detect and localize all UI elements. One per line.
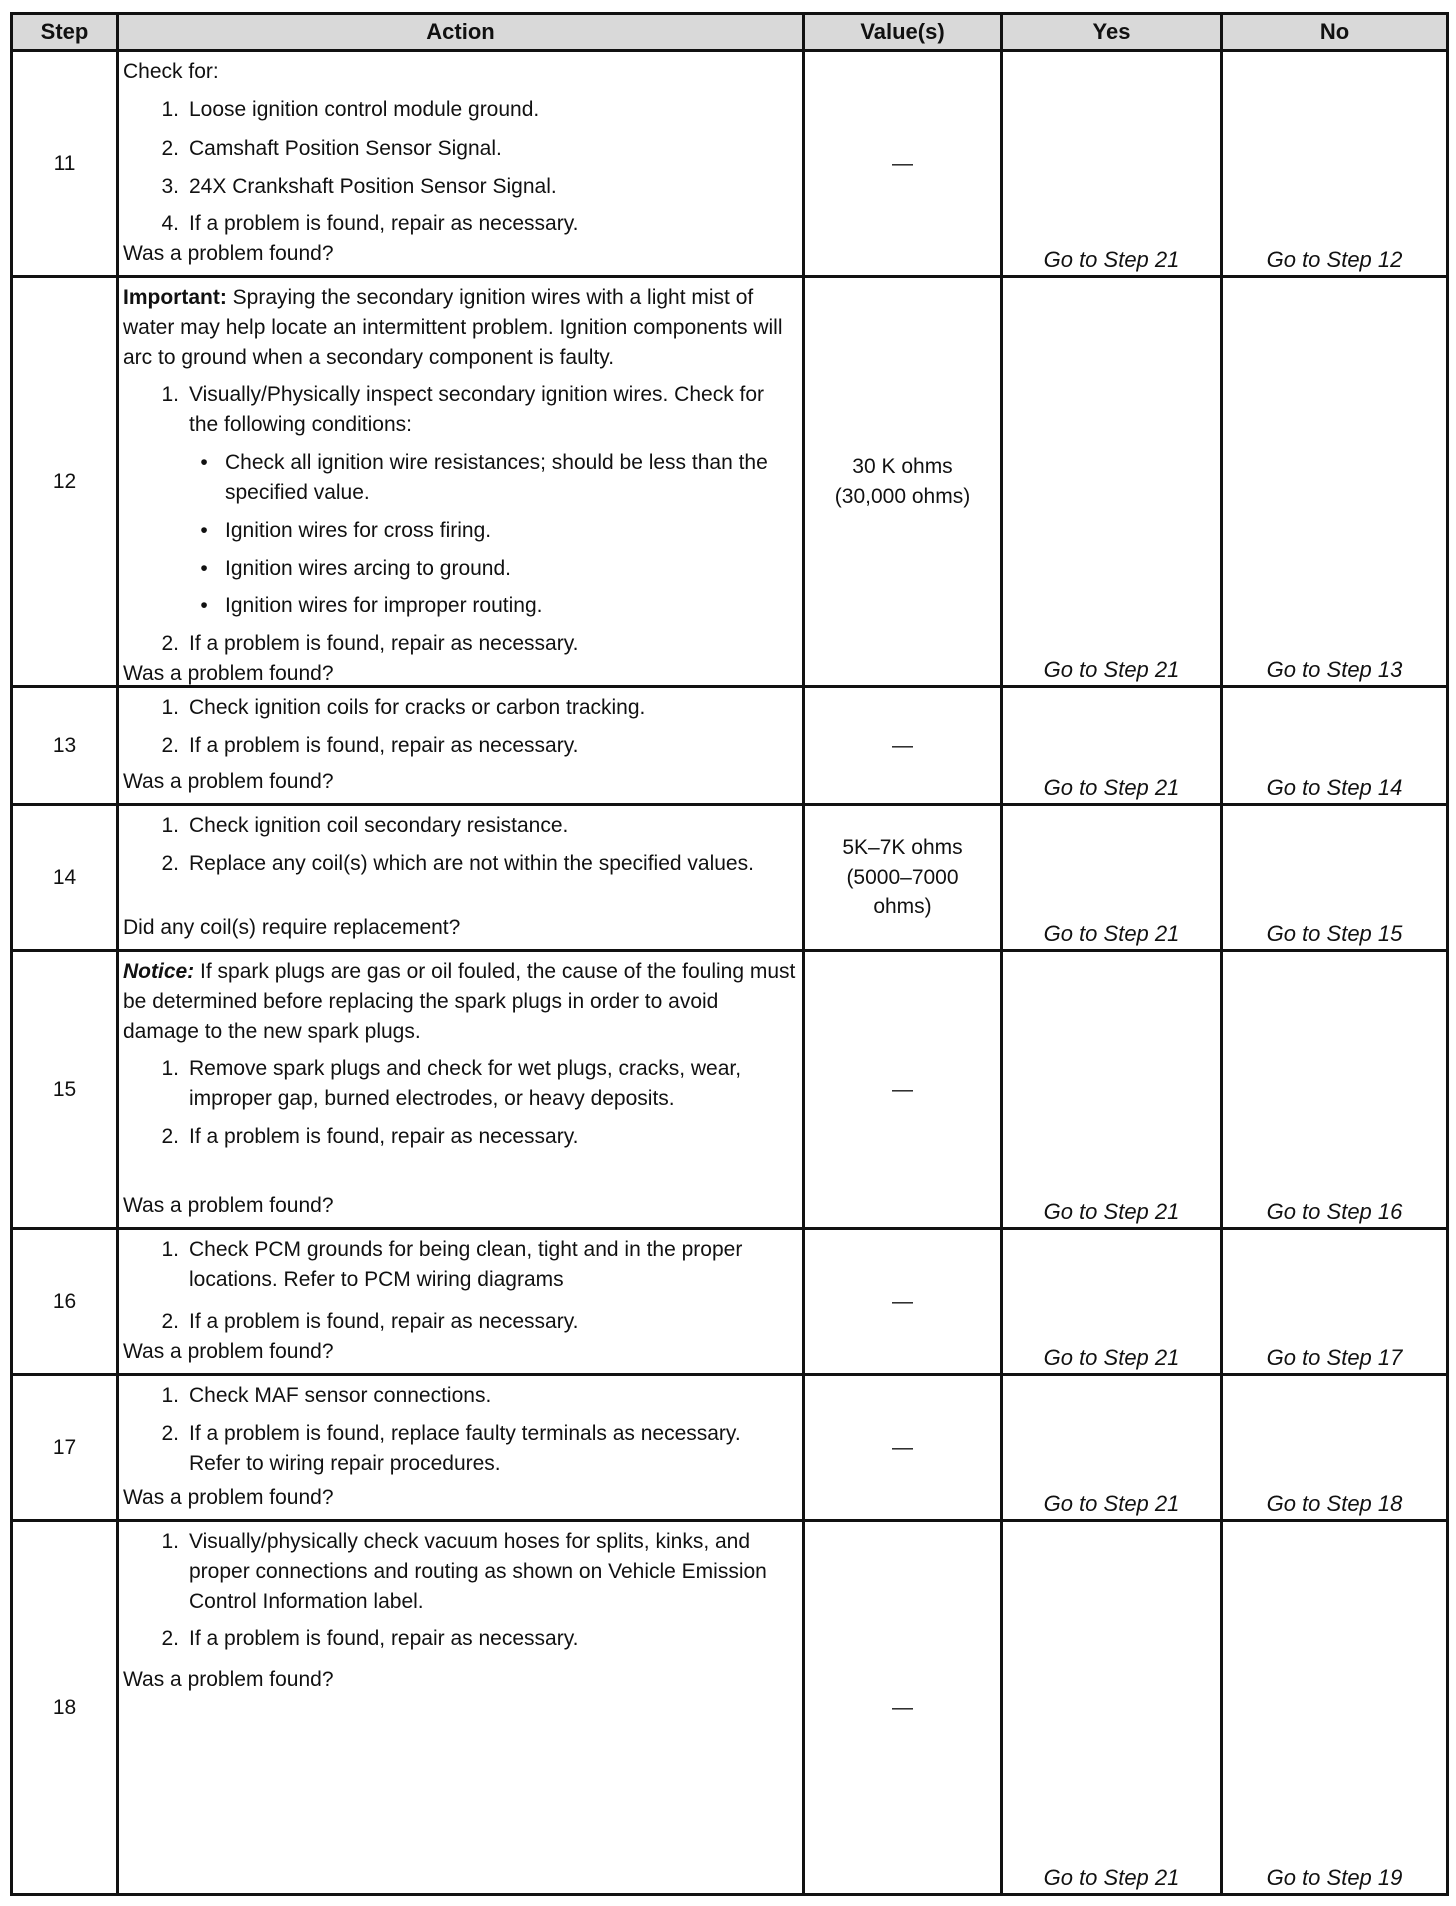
- value-line: (30,000 ohms): [834, 484, 971, 508]
- table-row-step-18: [12, 1521, 1448, 1895]
- action-question: Was a problem found?: [123, 1340, 334, 1364]
- important-label: Important:: [123, 286, 227, 309]
- table-row-step-17: [12, 1375, 1448, 1521]
- bullet-icon: •: [200, 556, 208, 580]
- bullet-text: Check all ignition wire resistances; should be less than the specified value.: [225, 451, 768, 504]
- item-number: 1.: [161, 814, 179, 837]
- item-number: 2.: [161, 1310, 179, 1334]
- bullet-icon: •: [200, 518, 208, 542]
- item-number: 2.: [161, 1627, 179, 1651]
- no-cell: Go to Step 17: [1222, 1229, 1448, 1375]
- no-cell: Go to Step 18: [1222, 1375, 1448, 1521]
- bullet-text: Ignition wires arcing to ground.: [225, 556, 511, 580]
- step-number: 12: [12, 277, 118, 687]
- action-cell: [118, 277, 804, 687]
- item-text: If a problem is found, repair as necessary.: [189, 1627, 579, 1651]
- item-text: Replace any coil(s) which are not within the specified values.: [189, 851, 754, 875]
- table-row-step-14: [12, 805, 1448, 951]
- item-number: 1.: [161, 1057, 179, 1081]
- action-cell: [118, 805, 804, 951]
- important-note: [123, 283, 796, 372]
- item-number: 1.: [161, 1530, 179, 1553]
- yes-cell: Go to Step 21: [1002, 951, 1222, 1229]
- no-cell: Go to Step 15: [1222, 805, 1448, 951]
- table-row-step-11: [12, 51, 1448, 277]
- header-yes: Yes: [1002, 14, 1222, 51]
- item-text: Camshaft Position Sensor Signal.: [189, 136, 502, 160]
- header-row: [12, 14, 1448, 51]
- value-cell: —: [804, 51, 1002, 277]
- item-number: 2.: [161, 632, 179, 656]
- action-cell: [118, 1375, 804, 1521]
- table-row-step-15: [12, 951, 1448, 1229]
- bullet-text: Ignition wires for improper routing.: [225, 594, 543, 618]
- notice-note: [123, 957, 796, 1046]
- value-cell: —: [804, 1521, 1002, 1895]
- header-no: No: [1222, 14, 1448, 51]
- step-number: 11: [12, 51, 118, 277]
- item-text: Loose ignition control module ground.: [189, 97, 540, 121]
- value-cell: —: [804, 1375, 1002, 1521]
- no-cell: Go to Step 13: [1222, 277, 1448, 687]
- yes-cell: Go to Step 21: [1002, 277, 1222, 687]
- item-number: 1.: [161, 97, 179, 121]
- action-question: Was a problem found?: [123, 242, 334, 266]
- item-text: If a problem is found, repair as necessary.: [189, 632, 579, 656]
- yes-cell: Go to Step 21: [1002, 687, 1222, 805]
- action-cell: [118, 1521, 804, 1895]
- action-cell: [118, 51, 804, 277]
- item-text: If a problem is found, repair as necessary.: [189, 1310, 579, 1334]
- item-number: 2.: [161, 733, 179, 757]
- item-text: If a problem is found, repair as necessary.: [189, 1125, 579, 1149]
- bullet-icon: •: [200, 451, 208, 475]
- value-line: 30 K ohms: [852, 454, 953, 478]
- table-row-step-13: [12, 687, 1448, 805]
- item-number: 3.: [161, 174, 179, 198]
- item-number: 1.: [161, 1238, 179, 1261]
- step-number: 13: [12, 687, 118, 805]
- value-line: (5000–7000: [846, 865, 959, 889]
- action-intro: Check for:: [123, 60, 219, 83]
- item-number: 1.: [161, 383, 179, 407]
- notice-label: Notice:: [123, 960, 195, 983]
- bullet-text: Ignition wires for cross firing.: [225, 518, 492, 542]
- step-number: 17: [12, 1375, 118, 1521]
- item-number: 2.: [161, 136, 179, 160]
- item-text: If a problem is found, replace faulty terminals as necessary. Refer to wiring repair procedures.: [189, 1421, 741, 1475]
- action-question: Did any coil(s) require replacement?: [123, 916, 461, 940]
- item-text: If a problem is found, repair as necessary.: [189, 212, 579, 236]
- item-number: 2.: [161, 1125, 179, 1149]
- bullet-icon: •: [200, 594, 208, 618]
- item-number: 4.: [161, 212, 179, 236]
- no-cell: Go to Step 19: [1222, 1521, 1448, 1895]
- header-values: Value(s): [804, 14, 1002, 51]
- no-cell: Go to Step 14: [1222, 687, 1448, 805]
- action-question: Was a problem found?: [123, 1194, 334, 1218]
- step-number: 18: [12, 1521, 118, 1895]
- item-text: Visually/Physically inspect secondary ignition wires. Check for the following conditions:: [189, 383, 765, 437]
- step-number: 14: [12, 805, 118, 951]
- item-number: 2.: [161, 851, 179, 875]
- header-action: Action: [118, 14, 804, 51]
- item-text: Visually/physically check vacuum hoses for splits, kinks, and proper connections and routing as shown on Vehicle Emission Control Information label.: [189, 1530, 767, 1613]
- yes-cell: Go to Step 21: [1002, 1521, 1222, 1895]
- item-text: Check PCM grounds for being clean, tight and in the proper locations. Refer to PCM wiring diagrams: [189, 1238, 743, 1291]
- yes-cell: Go to Step 21: [1002, 1229, 1222, 1375]
- action-cell: [118, 951, 804, 1229]
- action-cell: [118, 687, 804, 805]
- item-text: Check MAF sensor connections.: [189, 1384, 492, 1407]
- item-text: If a problem is found, repair as necessary.: [189, 733, 579, 757]
- value-cell: [804, 277, 1002, 687]
- yes-cell: Go to Step 21: [1002, 1375, 1222, 1521]
- table-row-step-16: [12, 1229, 1448, 1375]
- step-number: 16: [12, 1229, 118, 1375]
- no-cell: Go to Step 16: [1222, 951, 1448, 1229]
- table-row-step-12: [12, 277, 1448, 687]
- notice-text: If spark plugs are gas or oil fouled, the cause of the fouling must be determined before replacing the spark plugs in order to avoid damage to the new spark plugs.: [123, 960, 796, 1043]
- value-line: 5K–7K ohms: [842, 835, 963, 859]
- item-number: 1.: [161, 696, 179, 719]
- action-cell: [118, 1229, 804, 1375]
- item-text: Check ignition coil secondary resistance.: [189, 814, 569, 837]
- action-question: Was a problem found?: [123, 1486, 334, 1510]
- important-text: Spraying the secondary ignition wires with a light mist of water may help locate an intermittent problem. Ignition components will arc to ground when a secondary component is faulty.: [123, 286, 783, 369]
- item-text: Remove spark plugs and check for wet plugs, cracks, wear, improper gap, burned electrodes, or heavy deposits.: [189, 1057, 742, 1111]
- value-cell: —: [804, 951, 1002, 1229]
- value-cell: —: [804, 687, 1002, 805]
- value-line: ohms): [873, 895, 932, 919]
- item-text: 24X Crankshaft Position Sensor Signal.: [189, 174, 557, 198]
- yes-cell: Go to Step 21: [1002, 51, 1222, 277]
- item-text: Check ignition coils for cracks or carbon tracking.: [189, 696, 646, 719]
- action-question: Was a problem found?: [123, 1668, 334, 1692]
- item-number: 1.: [161, 1384, 179, 1407]
- yes-cell: Go to Step 21: [1002, 805, 1222, 951]
- no-cell: Go to Step 12: [1222, 51, 1448, 277]
- action-question: Was a problem found?: [123, 661, 334, 685]
- diagnostic-table: [10, 12, 1449, 1896]
- item-number: 2.: [161, 1421, 179, 1445]
- value-cell: —: [804, 1229, 1002, 1375]
- step-number: 15: [12, 951, 118, 1229]
- header-step: Step: [12, 14, 118, 51]
- action-question: Was a problem found?: [123, 770, 334, 794]
- value-cell: [804, 805, 1002, 951]
